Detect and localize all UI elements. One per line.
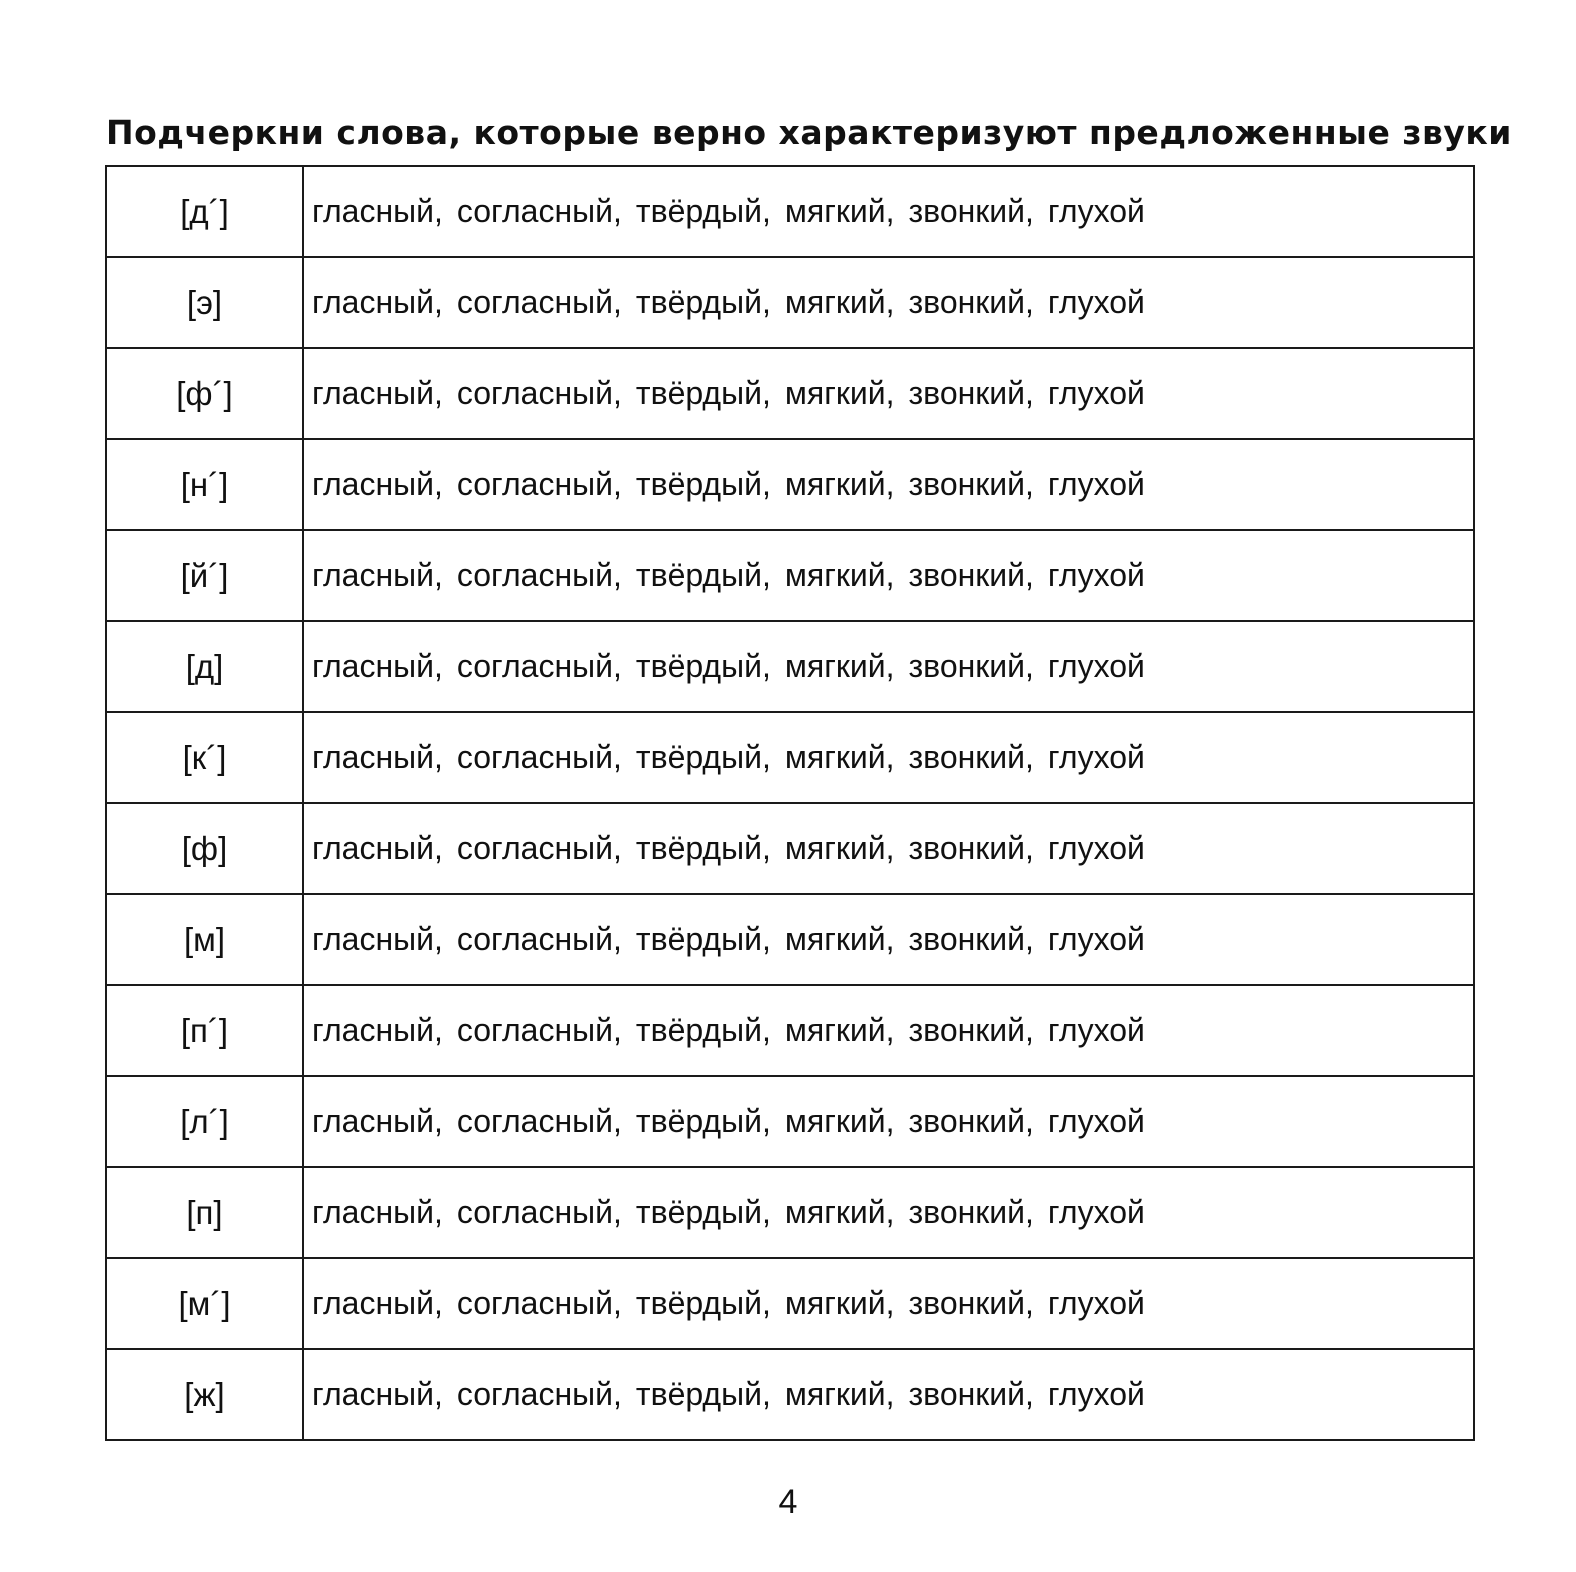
option-word[interactable]: глухой	[1047, 648, 1145, 684]
sound-cell: [ф]	[106, 803, 303, 894]
option-word[interactable]: глухой	[1047, 739, 1145, 775]
option-word[interactable]: гласный,	[312, 1012, 443, 1048]
table-row	[106, 803, 1474, 894]
option-word[interactable]: глухой	[1047, 1376, 1145, 1412]
option-word[interactable]: согласный,	[456, 375, 622, 411]
table-row	[106, 257, 1474, 348]
option-word[interactable]: звонкий,	[908, 193, 1034, 229]
option-word[interactable]: твёрдый,	[635, 466, 771, 502]
option-word[interactable]: гласный,	[312, 739, 443, 775]
option-word[interactable]: звонкий,	[908, 1285, 1034, 1321]
option-word[interactable]: гласный,	[312, 375, 443, 411]
option-word[interactable]: звонкий,	[908, 1376, 1034, 1412]
option-word[interactable]: твёрдый,	[635, 648, 771, 684]
option-word[interactable]: мягкий,	[784, 193, 895, 229]
option-word[interactable]: глухой	[1047, 1285, 1145, 1321]
options-cell	[303, 257, 1474, 348]
options-cell	[303, 348, 1474, 439]
option-word[interactable]: мягкий,	[784, 557, 895, 593]
options-cell	[303, 985, 1474, 1076]
option-word[interactable]: гласный,	[312, 830, 443, 866]
option-word[interactable]: мягкий,	[784, 1194, 895, 1230]
options-cell	[303, 803, 1474, 894]
option-word[interactable]: мягкий,	[784, 284, 895, 320]
option-word[interactable]: глухой	[1047, 193, 1145, 229]
option-word[interactable]: гласный,	[312, 284, 443, 320]
table-row	[106, 439, 1474, 530]
option-word[interactable]: твёрдый,	[635, 1285, 771, 1321]
option-word[interactable]: твёрдый,	[635, 284, 771, 320]
option-word[interactable]: глухой	[1047, 1012, 1145, 1048]
option-word[interactable]: согласный,	[456, 1285, 622, 1321]
option-word[interactable]: твёрдый,	[635, 830, 771, 866]
option-word[interactable]: гласный,	[312, 466, 443, 502]
option-word[interactable]: твёрдый,	[635, 1376, 771, 1412]
options-cell	[303, 439, 1474, 530]
option-word[interactable]: мягкий,	[784, 1103, 895, 1139]
sound-cell: [ж]	[106, 1349, 303, 1440]
option-word[interactable]: мягкий,	[784, 375, 895, 411]
option-word[interactable]: звонкий,	[908, 375, 1034, 411]
option-word[interactable]: согласный,	[456, 193, 622, 229]
option-word[interactable]: согласный,	[456, 1194, 622, 1230]
options-cell	[303, 621, 1474, 712]
option-word[interactable]: твёрдый,	[635, 375, 771, 411]
table-row	[106, 1258, 1474, 1349]
options-cell	[303, 712, 1474, 803]
sound-cell: [к´]	[106, 712, 303, 803]
table-row	[106, 1349, 1474, 1440]
sound-cell: [ф´]	[106, 348, 303, 439]
table-row	[106, 1076, 1474, 1167]
option-word[interactable]: мягкий,	[784, 1376, 895, 1412]
option-word[interactable]: звонкий,	[908, 1103, 1034, 1139]
option-word[interactable]: согласный,	[456, 921, 622, 957]
page-number: 4	[778, 1483, 798, 1521]
option-word[interactable]: гласный,	[312, 193, 443, 229]
option-word[interactable]: гласный,	[312, 648, 443, 684]
options-cell	[303, 166, 1474, 257]
table-row	[106, 530, 1474, 621]
option-word[interactable]: гласный,	[312, 921, 443, 957]
option-word[interactable]: твёрдый,	[635, 1012, 771, 1048]
option-word[interactable]: твёрдый,	[635, 921, 771, 957]
options-cell	[303, 1258, 1474, 1349]
sound-cell: [д´]	[106, 166, 303, 257]
option-word[interactable]: звонкий,	[908, 648, 1034, 684]
sound-cell: [п´]	[106, 985, 303, 1076]
sound-cell: [п]	[106, 1167, 303, 1258]
sound-cell: [м´]	[106, 1258, 303, 1349]
table-row	[106, 348, 1474, 439]
option-word[interactable]: согласный,	[456, 648, 622, 684]
option-word[interactable]: согласный,	[456, 830, 622, 866]
option-word[interactable]: мягкий,	[784, 648, 895, 684]
table-row	[106, 894, 1474, 985]
options-cell	[303, 530, 1474, 621]
option-word[interactable]: мягкий,	[784, 1285, 895, 1321]
sound-cell: [л´]	[106, 1076, 303, 1167]
options-cell	[303, 1167, 1474, 1258]
option-word[interactable]: согласный,	[456, 557, 622, 593]
option-word[interactable]: согласный,	[456, 1376, 622, 1412]
option-word[interactable]: глухой	[1047, 466, 1145, 502]
option-word[interactable]: согласный,	[456, 1103, 622, 1139]
option-word[interactable]: звонкий,	[908, 557, 1034, 593]
option-word[interactable]: твёрдый,	[635, 557, 771, 593]
option-word[interactable]: гласный,	[312, 1376, 443, 1412]
option-word[interactable]: глухой	[1047, 284, 1145, 320]
table-row	[106, 1167, 1474, 1258]
option-word[interactable]: твёрдый,	[635, 739, 771, 775]
options-cell	[303, 894, 1474, 985]
option-word[interactable]: мягкий,	[784, 466, 895, 502]
option-word[interactable]: глухой	[1047, 1103, 1145, 1139]
option-word[interactable]: твёрдый,	[635, 1103, 771, 1139]
option-word[interactable]: звонкий,	[908, 1012, 1034, 1048]
option-word[interactable]: глухой	[1047, 830, 1145, 866]
table-row	[106, 621, 1474, 712]
option-word[interactable]: согласный,	[456, 284, 622, 320]
option-word[interactable]: согласный,	[456, 466, 622, 502]
page-title: Подчеркни слова, которые верно характеризуют предложенные звуки	[106, 113, 1512, 152]
sound-cell: [э]	[106, 257, 303, 348]
sound-cell: [д]	[106, 621, 303, 712]
option-word[interactable]: согласный,	[456, 739, 622, 775]
option-word[interactable]: звонкий,	[908, 739, 1034, 775]
option-word[interactable]: звонкий,	[908, 1194, 1034, 1230]
option-word[interactable]: гласный,	[312, 1285, 443, 1321]
option-word[interactable]: гласный,	[312, 1103, 443, 1139]
option-word[interactable]: гласный,	[312, 557, 443, 593]
table-row	[106, 985, 1474, 1076]
table-row	[106, 712, 1474, 803]
option-word[interactable]: мягкий,	[784, 921, 895, 957]
option-word[interactable]: согласный,	[456, 1012, 622, 1048]
option-word[interactable]: глухой	[1047, 921, 1145, 957]
option-word[interactable]: звонкий,	[908, 284, 1034, 320]
options-cell	[303, 1349, 1474, 1440]
option-word[interactable]: звонкий,	[908, 830, 1034, 866]
sounds-table	[105, 165, 1475, 1441]
option-word[interactable]: твёрдый,	[635, 1194, 771, 1230]
option-word[interactable]: мягкий,	[784, 830, 895, 866]
option-word[interactable]: твёрдый,	[635, 193, 771, 229]
option-word[interactable]: мягкий,	[784, 739, 895, 775]
sound-cell: [н´]	[106, 439, 303, 530]
option-word[interactable]: мягкий,	[784, 1012, 895, 1048]
option-word[interactable]: глухой	[1047, 375, 1145, 411]
option-word[interactable]: звонкий,	[908, 466, 1034, 502]
options-cell	[303, 1076, 1474, 1167]
option-word[interactable]: глухой	[1047, 1194, 1145, 1230]
table-row	[106, 166, 1474, 257]
option-word[interactable]: звонкий,	[908, 921, 1034, 957]
option-word[interactable]: гласный,	[312, 1194, 443, 1230]
option-word[interactable]: глухой	[1047, 557, 1145, 593]
sounds-table-body	[106, 166, 1474, 1440]
sound-cell: [й´]	[106, 530, 303, 621]
sound-cell: [м]	[106, 894, 303, 985]
